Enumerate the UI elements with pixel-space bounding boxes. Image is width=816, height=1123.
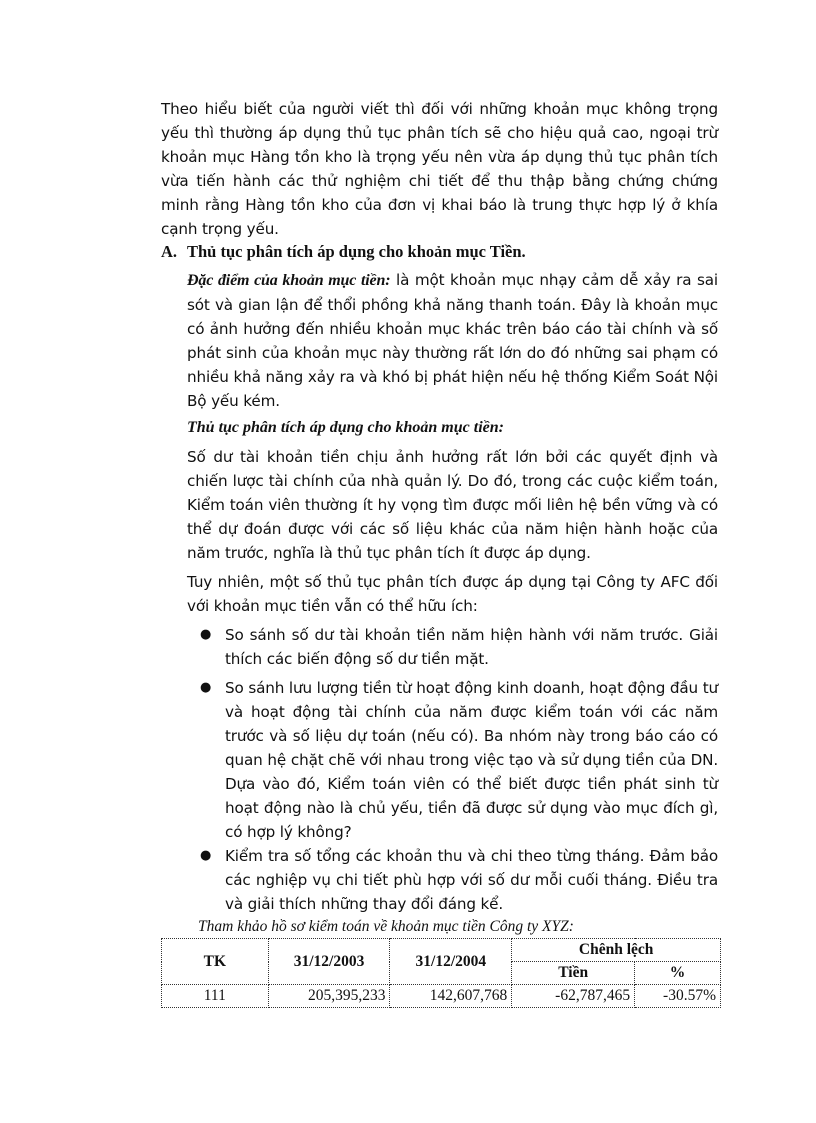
cell-2004: 142,607,768: [390, 985, 512, 1008]
however-paragraph: Tuy nhiên, một số thủ tục phân tích được áp dụng tại Công ty AFC đối với khoản mục tiền vẫn có thể hữu ích:: [187, 573, 718, 615]
section-title: Thủ tục phân tích áp dụng cho khoản mục Tiền.: [187, 242, 526, 261]
section-letter: A.: [161, 242, 178, 261]
bullet-icon: ●: [200, 848, 212, 863]
table-caption: Tham khảo hồ sơ kiểm toán về khoản mục tiền Công ty XYZ:: [198, 918, 574, 935]
bullet-item-2: So sánh lưu lượng tiền từ hoạt động kinh doanh, hoạt động đầu tư và hoạt động tài chính của năm được kiểm toán với các năm trước và số liệu dự toán (nếu có). Ba nhóm này trong báo cáo có quan hệ chặt chẽ với nhau trong việc tạo và sử dụng tiền của DN. Dựa vào đó, Kiểm toán viên có thể biết được tiền phát sinh từ hoạt động nào là chủ yếu, tiền đã được sử dụng vào mục đích gì, có hợp lý không?: [225, 679, 718, 841]
characteristics-label: Đặc điểm của khoản mục tiền:: [187, 272, 391, 289]
header-amount: Tiền: [512, 962, 635, 985]
cell-percent: -30.57%: [635, 985, 721, 1008]
characteristics-paragraph: [187, 268, 718, 413]
table-header-row: [162, 939, 721, 962]
cash-table: [161, 938, 721, 1008]
cell-account: 111: [162, 985, 269, 1008]
header-2003: 31/12/2003: [268, 939, 390, 985]
balance-paragraph: Số dư tài khoản tiền chịu ảnh hưởng rất lớn bởi các quyết định và chiến lược tài chính của nhà quản lý. Do đó, trong các cuộc kiểm toán, Kiểm toán viên thường ít hy vọng tìm được mối liên hệ bền vững và có thể dự đoán được với các số liệu khác của năm hiện hành hoặc của năm trước, nghĩa là thủ tục phân tích ít được áp dụng.: [187, 448, 718, 562]
header-account: TK: [162, 939, 269, 985]
bullet-icon: ●: [200, 680, 212, 695]
header-2004: 31/12/2004: [390, 939, 512, 985]
cell-2003: 205,395,233: [268, 985, 390, 1008]
intro-paragraph: Theo hiểu biết của người viết thì đối với những khoản mục không trọng yếu thì thường áp dụng thủ tục phân tích sẽ cho hiệu quả cao, ngoại trừ khoản mục Hàng tồn kho là trọng yếu nên vừa áp dụng thủ tục phân tích vừa tiến hành các thử nghiệm chi tiết để thu thập bằng chứng chứng minh rằng Hàng tồn kho của đơn vị khai báo là trung thực hợp lý ở khía cạnh trọng yếu.: [161, 100, 718, 238]
procedures-subheading: Thủ tục phân tích áp dụng cho khoản mục tiền:: [187, 419, 504, 436]
bullet-item-1: So sánh số dư tài khoản tiền năm hiện hành với năm trước. Giải thích các biến động số dư tiền mặt.: [225, 626, 718, 668]
bullet-item-3: Kiểm tra số tổng các khoản thu và chi theo từng tháng. Đảm bảo các nghiệp vụ chi tiết phù hợp với số dư mỗi cuối tháng. Điều tra và giải thích những thay đổi đáng kể.: [225, 847, 718, 913]
cell-difference: -62,787,465: [512, 985, 635, 1008]
header-difference: Chênh lệch: [512, 939, 721, 962]
table-row: [162, 985, 721, 1008]
bullet-icon: ●: [200, 627, 212, 642]
header-percent: %: [635, 962, 721, 985]
characteristics-text: là một khoản mục nhạy cảm dễ xảy ra sai sót và gian lận để thổi phồng khả năng thanh toán. Đây là khoản mục có ảnh hưởng đến nhiều khoản mục khác trên báo cáo tài chính và số phát sinh của khoản mục này thường rất lớn do đó những sai phạm có nhiều khả năng xảy ra và khó bị phát hiện nếu hệ thống Kiểm Soát Nội Bộ yếu kém.: [187, 271, 718, 410]
section-heading: [161, 240, 718, 264]
